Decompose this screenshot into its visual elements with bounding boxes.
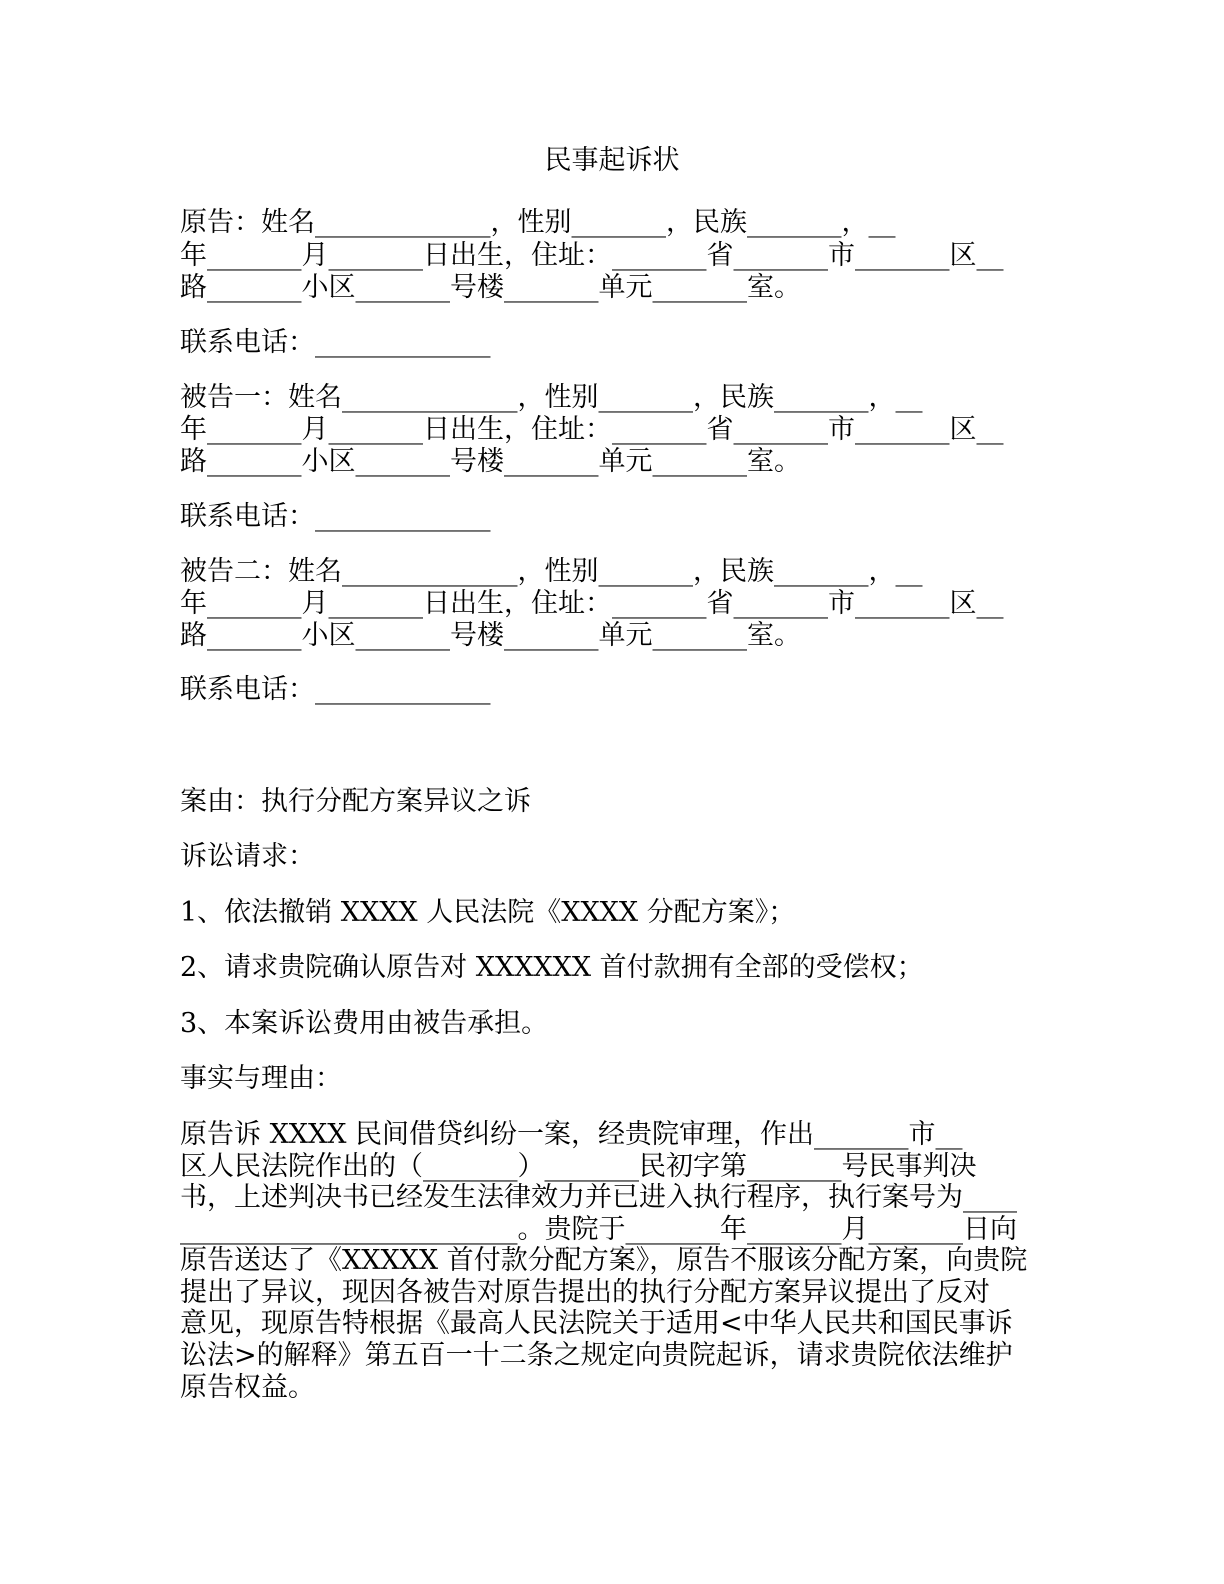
defendant2-line-1: 被告二：姓名_____________，性别_______，民族_______，__ — [180, 556, 923, 587]
defendant1-line-3: 路_______小区_______号楼_______单元_______室。 — [180, 446, 801, 477]
facts-line: 意见，现原告特根据《最高人民法院关于适用<中华人民共和国民事诉 — [180, 1308, 1013, 1339]
plaintiff-line-1: 原告：姓名_____________，性别_______，民族_______，__ — [180, 207, 896, 238]
document-title: 民事起诉状 — [544, 145, 680, 176]
claim-item: 2、请求贵院确认原告对 XXXXXX 首付款拥有全部的受偿权； — [180, 952, 924, 983]
plaintiff-line-3: 路_______小区_______号楼_______单元_______室。 — [180, 272, 801, 303]
plaintiff-line-2: 年_______月_______日出生，住址：_______省_______市_______区__ — [180, 240, 1004, 271]
facts-line: 区人民法院作出的（_______）_______民初字第_______号民事判决 — [180, 1151, 977, 1182]
case-cause: 案由：执行分配方案异议之诉 — [180, 786, 531, 817]
claim-item: 1、依法撤销 XXXX 人民法院《XXXX 分配方案》； — [180, 897, 796, 928]
claim-item: 3、本案诉讼费用由被告承担。 — [180, 1008, 549, 1039]
facts-heading: 事实与理由： — [180, 1063, 342, 1094]
facts-line: _________________________。贵院于_______年_______月_______日向 — [180, 1214, 1017, 1245]
facts-line: 书，上述判决书已经发生法律效力并已进入执行程序，执行案号为____ — [180, 1182, 1017, 1213]
facts-line: 提出了异议，现因各被告对原告提出的执行分配方案异议提出了反对 — [180, 1277, 990, 1308]
facts-line: 原告送达了《XXXXX 首付款分配方案》，原告不服该分配方案，向贵院 — [180, 1245, 1028, 1276]
defendant1-line-2: 年_______月_______日出生，住址：_______省_______市_______区__ — [180, 414, 1004, 445]
facts-line: 讼法>的解释》第五百一十二条之规定向贵院起诉，请求贵院依法维护 — [180, 1340, 1013, 1371]
plaintiff-phone: 联系电话：_____________ — [180, 327, 491, 358]
defendant2-line-2: 年_______月_______日出生，住址：_______省_______市_______区__ — [180, 588, 1004, 619]
defendant1-phone: 联系电话：_____________ — [180, 501, 491, 532]
defendant1-line-1: 被告一：姓名_____________，性别_______，民族_______，__ — [180, 382, 923, 413]
claims-heading: 诉讼请求： — [180, 841, 315, 872]
defendant2-phone: 联系电话：_____________ — [180, 674, 491, 705]
defendant2-line-3: 路_______小区_______号楼_______单元_______室。 — [180, 620, 801, 651]
facts-line: 原告权益。 — [180, 1372, 315, 1403]
facts-line: 原告诉 XXXX 民间借贷纠纷一案，经贵院审理，作出_______市__ — [180, 1119, 963, 1150]
